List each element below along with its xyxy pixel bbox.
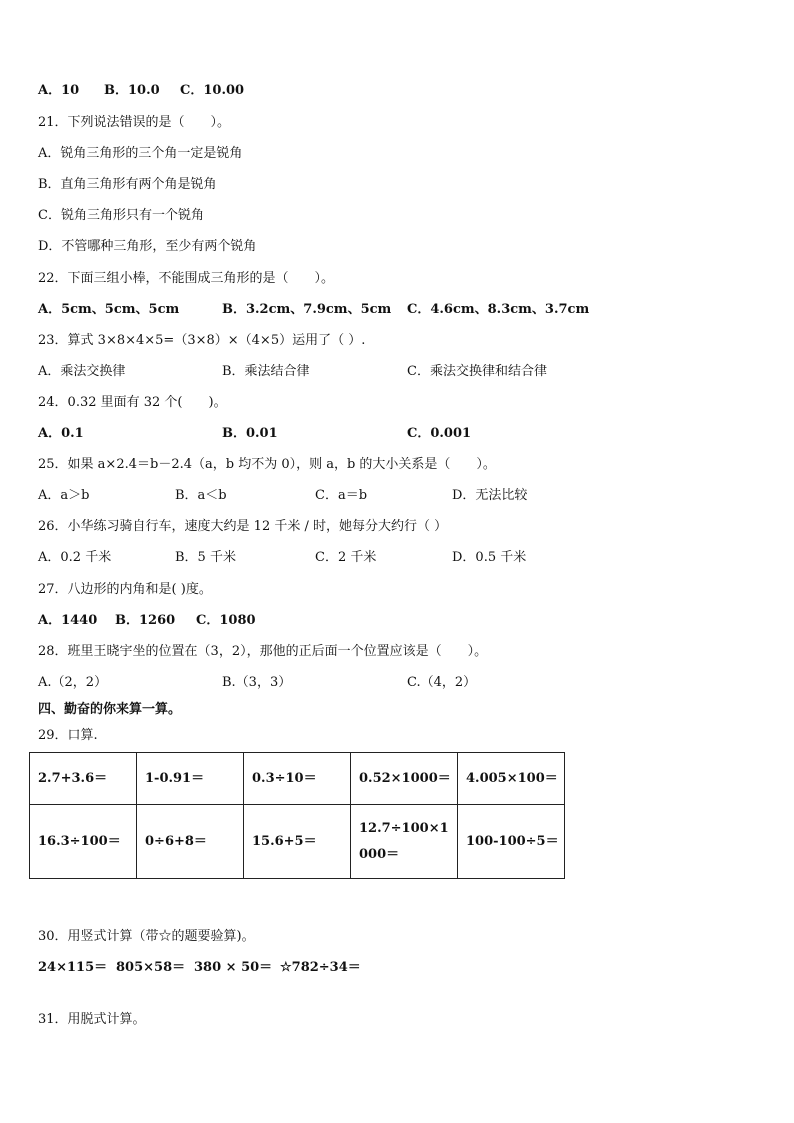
table-cell: 16.3÷100＝ <box>30 805 137 879</box>
q22-option-b: B．3.2cm、7.9cm、5cm <box>222 302 392 317</box>
table-cell: 2.7+3.6＝ <box>30 753 137 805</box>
q28-option-b: B.（3，3） <box>222 675 292 690</box>
table-cell: 100-100÷5＝ <box>458 805 565 879</box>
q23-option-b: B．乘法结合律 <box>222 364 310 379</box>
table-cell: 0.3÷10＝ <box>244 753 351 805</box>
q20-option-a: A．10 <box>38 83 80 98</box>
table-row <box>30 753 565 805</box>
q24-option-a: A．0.1 <box>38 426 84 441</box>
q22-option-c: C．4.6cm、8.3cm、3.7cm <box>407 302 590 317</box>
q31-stem: 31．用脱式计算。 <box>38 1012 146 1027</box>
table-cell: 12.7÷100×1000＝ <box>351 805 458 879</box>
q21-option-c: C．锐角三角形只有一个锐角 <box>38 208 204 223</box>
q24-option-c: C．0.001 <box>407 426 472 441</box>
q26-stem: 26．小华练习骑自行车，速度大约是 12 千米 / 时，她每分大约行（ ） <box>38 519 448 534</box>
q28-option-a: A.（2，2） <box>38 675 108 690</box>
q25-option-b: B．a＜b <box>175 488 227 503</box>
table-cell: 15.6+5＝ <box>244 805 351 879</box>
q30-item-1: 24×115＝ <box>38 960 108 975</box>
q23-stem: 23．算式 3×8×4×5=（3×8）×（4×5）运用了（ ）. <box>38 333 366 348</box>
q21-stem: 21．下列说法错误的是（ ）。 <box>38 115 231 130</box>
q26-option-b: B．5 千米 <box>175 550 236 565</box>
q27-option-b: B．1260 <box>115 613 176 628</box>
q20-option-c: C．10.00 <box>180 83 245 98</box>
q26-option-c: C．2 千米 <box>315 550 377 565</box>
q21-option-d: D．不管哪种三角形，至少有两个锐角 <box>38 239 257 254</box>
q27-stem: 27．八边形的内角和是( )度。 <box>38 582 212 597</box>
q30-stem: 30．用竖式计算（带☆的题要验算)。 <box>38 929 255 944</box>
q25-stem: 25．如果 a×2.4＝b－2.4（a，b 均不为 0），则 a，b 的大小关系是（ ）。 <box>38 457 496 472</box>
q30-item-3: 380 × 50＝ <box>194 960 273 975</box>
table-cell: 4.005×100＝ <box>458 753 565 805</box>
q25-option-d: D．无法比较 <box>452 488 528 503</box>
q26-option-d: D．0.5 千米 <box>452 550 527 565</box>
q22-option-a: A．5cm、5cm、5cm <box>38 302 180 317</box>
q21-option-a: A．锐角三角形的三个角一定是锐角 <box>38 146 243 161</box>
q23-option-a: A．乘法交换律 <box>38 364 126 379</box>
q20-option-b: B．10.0 <box>104 83 160 98</box>
q30-item-4: ☆782÷34＝ <box>280 960 361 975</box>
q23-option-c: C．乘法交换律和结合律 <box>407 364 547 379</box>
table-cell: 0÷6+8＝ <box>137 805 244 879</box>
q28-stem: 28．班里王晓宇坐的位置在（3，2），那他的正后面一个位置应该是（ ）。 <box>38 644 488 659</box>
q30-item-2: 805×58＝ <box>116 960 186 975</box>
q29-stem: 29．口算. <box>38 728 98 743</box>
q27-option-a: A．1440 <box>38 613 98 628</box>
q28-option-c: C.（4，2） <box>407 675 477 690</box>
table-row <box>30 805 565 879</box>
q24-option-b: B．0.01 <box>222 426 278 441</box>
q25-option-c: C．a＝b <box>315 488 368 503</box>
table-cell: 0.52×1000＝ <box>351 753 458 805</box>
table-cell: 1-0.91＝ <box>137 753 244 805</box>
mental-math-table <box>29 752 565 879</box>
q24-stem: 24．0.32 里面有 32 个( )。 <box>38 395 227 410</box>
q27-option-c: C．1080 <box>196 613 256 628</box>
q26-option-a: A．0.2 千米 <box>38 550 112 565</box>
q25-option-a: A．a＞b <box>38 488 90 503</box>
q21-option-b: B．直角三角形有两个角是锐角 <box>38 177 217 192</box>
q22-stem: 22．下面三组小棒，不能围成三角形的是（ ）。 <box>38 271 335 286</box>
section-title: 四、勤奋的你来算一算。 <box>38 702 182 717</box>
